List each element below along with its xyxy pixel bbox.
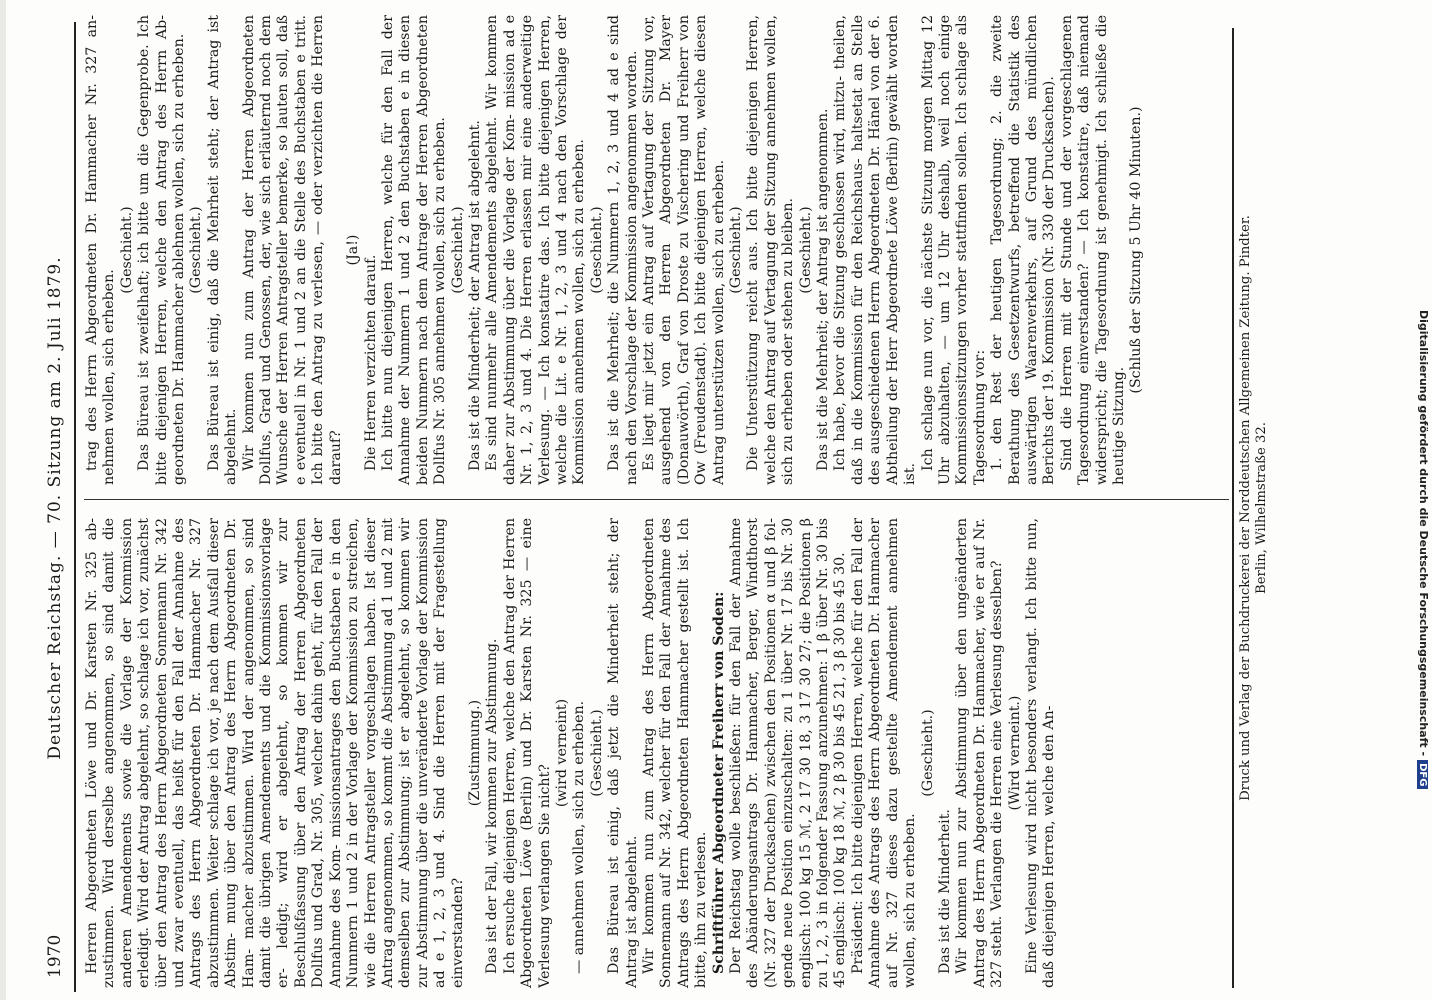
stage-direction: (Geschieht.) bbox=[588, 206, 605, 294]
left-column bbox=[84, 518, 1059, 988]
stage-direction: (Zustimmung.) bbox=[466, 699, 483, 807]
right-column bbox=[84, 15, 1146, 485]
paragraph: Wir kommen nun zum Antrag der Herren Abgeordneten Dollfus, Grad und Genossen, der, wie sich erläuternd noch dem Wunsche der Herren Antragsteller bemerke, so lauten soll, daß e eventuell in Nr. 1 und 2 an die Stelle des Buchstaben e tritt. Ich bitte den Antrag zu verlesen, — oder verzichten die Herren darauf? bbox=[240, 15, 344, 485]
footer-rule bbox=[1232, 28, 1234, 988]
digitization-note bbox=[1416, 310, 1430, 830]
stage-direction: (Geschieht.) bbox=[188, 206, 205, 294]
imprint-line-2: Berlin, Wilhelmstraße 32. bbox=[1254, 422, 1269, 594]
paragraph: Das Büreau ist einig, daß jetzt die Minderheit steht; der Antrag ist abgelehnt. bbox=[606, 518, 640, 988]
paragraph: Sind die Herren mit der Stunde und der vorgeschlagenen Tagesordnung einverstanden? — Ich konstatire, daß niemand widerspricht; die Tagesordnung ist genehmigt. Ich schließe die heutige Sitzung. bbox=[1058, 15, 1127, 485]
paragraph: Es liegt mir jetzt ein Antrag auf Vertagung der Sitzung vor, ausgehend von den Herren Abgeordneten Dr. Mayer (Donauwörth), Graf von Droste zu Vischering und Freiherr von Ow (Freudenstadt). Ich bitte diejenigen Herren, welche diesen Antrag unterstützen wollen, sich zu erheben. bbox=[641, 15, 727, 485]
stage-direction: (Geschieht.) bbox=[919, 709, 936, 797]
paragraph: Der Reichstag wolle beschließen: für den Fall der Annahme des Abänderungsantrags Dr. Hammacher, Berger, Windthorst (Nr. 327 der Drucksachen) zwischen den Positionen α und β fol- gende neue Position einzuschalten: zu 1 über Nr. 17 bis Nr. 30 englisch: 100 kg 15 ℳ, 2 17 30 18, 3 17 30 27; die Positionen β zu 1, 2, 3 in folgender Fassung anzunehmen: 1 β über Nr. 30 bis 45 englisch: 100 kg 18 ℳ, 2 β 30 bis 45 21, 3 β 30 bis 45 30. bbox=[728, 518, 849, 988]
stage-direction: (Schluß der Sitzung 5 Uhr 40 Minuten.) bbox=[1128, 106, 1145, 394]
stage-direction: (Geschieht.) bbox=[797, 206, 814, 294]
paragraph: Ich ersuche diejenigen Herren, welche den Antrag der Herren Abgeordneten Löwe (Berlin) und Dr. Karsten Nr. 325 — eine Verlesung verlangen Sie nicht? bbox=[501, 518, 553, 988]
imprint-line-1: Druck und Verlag der Buchdruckerei der Norddeutschen Allgemeinen Zeitung. Pindter. bbox=[1238, 215, 1253, 801]
page-number: 1970 bbox=[45, 934, 65, 978]
column-divider bbox=[84, 499, 1229, 500]
paragraph: Ich schlage nun vor, die nächste Sitzung morgen Mittag 12 Uhr abzuhalten, — um 12 Uhr deshalb, weil noch einige Kommissionssitzungen vorher stattfinden sollen. Ich schlage als Tagesordnung vor: bbox=[919, 15, 988, 485]
digitization-text: Digitalisierung gefördert durch die Deutsche Forschungsgemeinschaft - bbox=[1417, 310, 1430, 757]
dfg-badge: DFG bbox=[1417, 760, 1428, 789]
paragraph: Wir kommen nun zum Antrag des Herrn Abgeordneten Sonnemann auf Nr. 342, welcher für den Fall der Annahme des Antrags des Herrn Abgeordneten Hammacher gestellt ist. Ich bitte, ihn zu verlesen. bbox=[641, 518, 710, 988]
paragraph: Die Herren verzichten darauf. bbox=[362, 254, 379, 471]
imprint bbox=[1238, 28, 1270, 988]
paragraph: Präsident: Ich bitte diejenigen Herren, welche für den Fall der Annahme des Antrags des Herrn Abgeordneten Dr. Hammacher auf Nr. 327 dieses dazu gestellte Amendement annehmen wollen, sich zu erheben. bbox=[849, 518, 919, 988]
stage-direction: (Geschieht.) bbox=[588, 709, 605, 797]
stage-direction: (Ja!) bbox=[345, 234, 362, 266]
stage-direction: (Wird verneint.) bbox=[1006, 695, 1023, 811]
paragraph: Wir kommen nun zur Abstimmung über den ungeänderten Antrag des Herrn Abgeordneten Dr. Hammacher, wie er auf Nr. 327 steht. Verlangen die Herren eine Verlesung desselben? bbox=[954, 518, 1006, 988]
paragraph: Das Büreau ist zweifelhaft; ich bitte um die Gegenprobe. Ich bitte diejenigen Herren, welche den Antrag des Herrn Ab- geordneten Dr. Hammacher ablehnen wollen, sich zu erheben. bbox=[136, 15, 188, 485]
paragraph: 1. den Rest der heutigen Tagesordnung; 2. die zweite Berathung des Gesetzentwurfs, betreffend die Statistik des auswärtigen Waarenverkehrs, auf Grund des mündlichen Berichts der 19. Kommission (Nr. 330 der Drucksachen). bbox=[989, 15, 1058, 485]
stage-direction: (Geschieht.) bbox=[449, 206, 466, 294]
paragraph: Die Unterstützung reicht aus. Ich bitte diejenigen Herren, welche den Antrag auf Vertagung der Sitzung annehmen wollen, sich zu erheben oder stehen zu bleiben. bbox=[745, 15, 797, 485]
paragraph: Das Büreau ist einig, daß die Mehrheit steht; der Antrag ist abgelehnt. bbox=[205, 15, 240, 485]
header-rule bbox=[74, 22, 76, 992]
paragraph: Das ist die Minderheit; der Antrag ist abgelehnt. bbox=[466, 120, 483, 471]
paragraph: — annehmen wollen, sich zu erheben. bbox=[571, 700, 588, 974]
paragraph: Das ist die Minderheit. bbox=[936, 809, 953, 974]
stage-direction: (wird verneint) bbox=[553, 698, 570, 808]
paragraph: trag des Herrn Abgeordneten Dr. Hammacher Nr. 327 an- nehmen wollen, sich erheben. bbox=[84, 15, 118, 485]
stage-direction: (Geschieht.) bbox=[118, 206, 135, 294]
paragraph: Schriftführer Abgeordneter Freiherr von Soden: bbox=[710, 591, 727, 974]
stage-direction: (Geschieht.) bbox=[728, 206, 745, 294]
page-header bbox=[35, 28, 75, 988]
paragraph: Es sind nunmehr alle Amendements abgelehnt. Wir kommen daher zur Abstimmung über die Vorlage der Kom- mission ad e Nr. 1, 2, 3 und 4. Die Herren erlassen mir eine anderweitige Verlesung. — Ich konstatire das. Ich bitte diejenigen Herren, welche die Lit. e Nr. 1, 2, 3 und 4 nach den Vorschlage der Kommission annehmen wollen, sich zu erheben. bbox=[484, 15, 588, 485]
paragraph: Herren Abgeordneten Löwe und Dr. Karsten Nr. 325 ab- zustimmen. Wird derselbe angenommen, so sind damit die anderen Amendements sowie die Vorlage der Kommission erledigt. Wird der Antrag abgelehnt, so schlage ich vor, zunächst über den Antrag des Herrn Abgeordneten Sonnemann Nr. 342 und zwar eventuell, das heißt für den Fall der Annahme des Antrags des Herrn Abgeordneten Dr. Hammacher Nr. 327 abzustimmen. Weiter schlage ich vor, je nach dem Ausfall dieser Abstim- mung über den Antrag des Herrn Abgeordneten Dr. Ham- macher abzustimmen. Wird der angenommen, so sind damit die übrigen Amendements und die Kommissionsvorlage er- ledigt; wird er abgelehnt, so kommen wir zur Beschlußfassung über den Antrag der Herren Abgeordneten Dollfus und Grad, Nr. 305, welcher dahin geht, für den Fall der Annahme des Kom- missionsantrages den Buchstaben e in den Nummern 1 und 2 in der Vorlage der Kommission zu streichen, wie die Herren Antragsteller vorgeschlagen haben. Ist dieser Antrag angenommen, so kommt die Abstimmung ad 1 und 2 mit demselben zur Abstimmung; ist er abgelehnt, so kommen wir zur Abstimmung über die unveränderte Vorlage der Kommission ad e 1, 2, 3 und 4. Sind die Herren mit der Fragestellung einverstanden? bbox=[84, 518, 466, 988]
running-title: Deutscher Reichstag. — 70. Sitzung am 2. Juli 1879. bbox=[45, 256, 65, 760]
paragraph: Das ist die Mehrheit; die Nummern 1, 2, 3 und 4 ad e sind nach den Vorschlage der Kommission angenommen worden. bbox=[606, 15, 640, 485]
paragraph: Eine Verlesung wird nicht besonders verlangt. Ich bitte nun, daß diejenigen Herren, welche den An- bbox=[1023, 518, 1058, 988]
paragraph: Das ist der Fall, wir kommen zur Abstimmung. bbox=[484, 638, 501, 974]
paragraph: Ich bitte nun diejenigen Herren, welche für den Fall der Annahme der Nummern 1 und 2 den Buchstaben e in diesen beiden Nummern nach dem Antrage der Herren Abgeordneten Dollfus Nr. 305 annehmen wollen, sich zu erheben. bbox=[379, 15, 449, 485]
paragraph: Ich habe, bevor die Sitzung geschlossen wird, mitzu- theilen, daß in die Kommission für den Reichshaus- haltsetat an Stelle des ausgeschiedenen Herrn Abgeordneten Dr. Hänel von der 6. Abtheilung der Herr Abgeordnete Löwe (Berlin) gewählt worden ist. bbox=[832, 15, 919, 485]
paragraph: Das ist die Mehrheit; der Antrag ist angenommen. bbox=[815, 108, 832, 471]
